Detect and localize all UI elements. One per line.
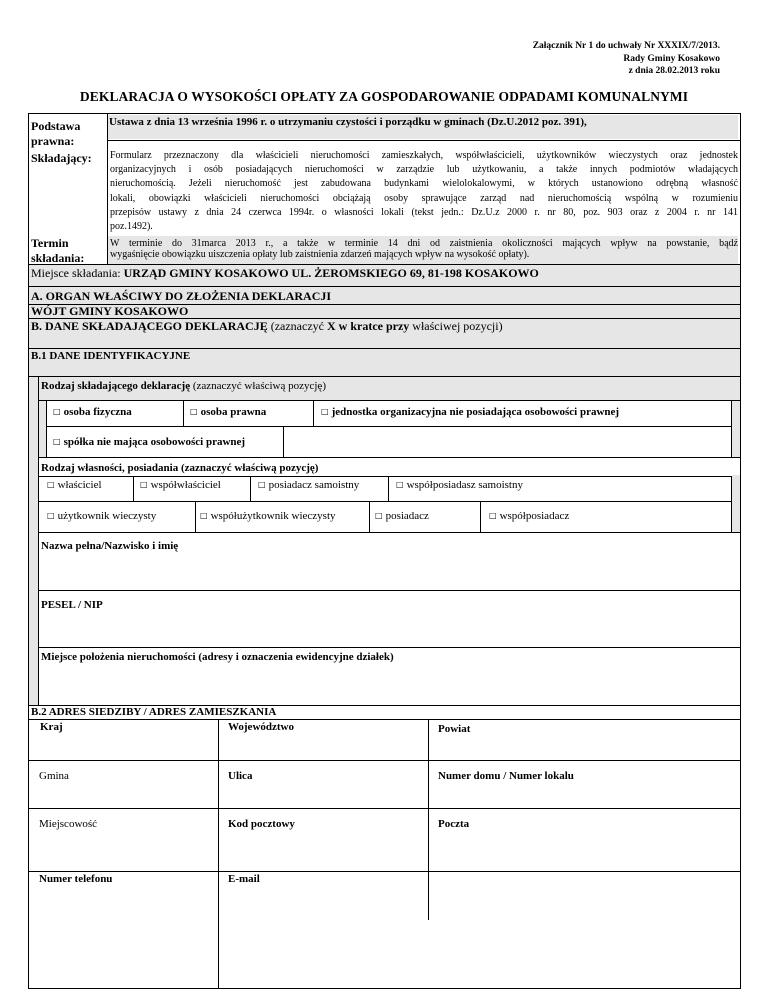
wlasnosc-div-1 xyxy=(133,476,134,501)
option-label: właściciel xyxy=(57,479,102,491)
section-a-title: A. ORGAN WŁAŚCIWY DO ZŁOŻENIA DEKLARACJI xyxy=(31,289,332,303)
section-b-note-bold: X w kratce przy xyxy=(326,319,410,333)
checkbox-icon[interactable]: □ xyxy=(47,480,55,489)
wlasnosc-div-5 xyxy=(195,501,196,532)
wlasnosc-option-uzytkownik-wieczysty[interactable] xyxy=(47,510,156,522)
wlasnosc-option-posiadacz[interactable] xyxy=(375,510,429,522)
section-a-value: WÓJT GMINY KOSAKOWO xyxy=(31,304,189,318)
b1-left-gutter xyxy=(29,377,38,705)
b2-numer-domu-label: Numer domu / Numer lokalu xyxy=(438,770,574,782)
wlasnosc-bottom xyxy=(38,532,740,533)
miejsce-value: URZĄD GMINY KOSAKOWO UL. ŻEROMSKIEGO 69, 81-198 KOSAKOWO xyxy=(123,266,539,280)
wlasnosc-option-wspolwlasciciel[interactable] xyxy=(140,479,221,491)
rodzaj-note: (zaznaczyć właściwą pozycję) xyxy=(190,380,326,392)
wlasnosc-option-posiadacz-samoistny[interactable] xyxy=(258,479,359,491)
option-label: użytkownik wieczysty xyxy=(57,510,157,522)
header-top-border xyxy=(28,113,740,114)
wlasnosc-gutter-right xyxy=(732,475,740,532)
option-label: współużytkownik wieczysty xyxy=(210,510,336,522)
b2-title: B.2 ADRES SIEDZIBY / ADRES ZAMIESZKANIA xyxy=(31,706,277,718)
b2-col-div-2 xyxy=(428,719,429,920)
nazwa-input[interactable] xyxy=(39,553,740,590)
skladajacy-label: Składający: xyxy=(31,151,92,165)
rodzaj-option-osoba-prawna[interactable] xyxy=(190,406,266,418)
pesel-input[interactable] xyxy=(39,612,740,647)
form-bottom-border xyxy=(28,988,741,989)
checkbox-icon[interactable]: □ xyxy=(200,511,208,520)
option-label: współposiadasz samoistny xyxy=(406,479,523,491)
b2-wojewodztwo-label: Województwo xyxy=(228,721,294,733)
pesel-bottom xyxy=(38,647,740,648)
annex-note xyxy=(533,40,720,78)
b2-row-3-bottom xyxy=(28,871,740,872)
checkbox-icon[interactable]: □ xyxy=(321,407,329,416)
b2-telefon-label: Numer telefonu xyxy=(39,873,113,885)
wlasnosc-option-wspoluzytkownik-wieczysty[interactable] xyxy=(200,510,336,522)
rodzaj-heading xyxy=(41,380,326,392)
checkbox-icon[interactable]: □ xyxy=(47,511,55,520)
option-label: spółka nie mająca osobowości prawnej xyxy=(63,436,246,448)
option-label: współposiadacz xyxy=(499,510,570,522)
termin-line-2: wygaśnięcie obowiązku uiszczenia opłaty lub zaistnienia zdarzeń mających wpływ na wysokość opłaty). xyxy=(110,249,530,260)
b2-kod-pocztowy-label: Kod pocztowy xyxy=(228,818,295,830)
rodzaj-cell-div-1 xyxy=(46,400,47,457)
skladajacy-line-6: poz.1492). xyxy=(110,221,153,233)
podstawa-bottom-border xyxy=(107,140,740,141)
b2-poczta-label: Poczta xyxy=(438,818,470,830)
wlasnosc-option-wspolposiadacz[interactable] xyxy=(489,510,569,522)
wlasnosc-option-wspolposiadasz-samoistny[interactable] xyxy=(396,479,523,491)
option-label: posiadacz samoistny xyxy=(268,479,360,491)
podstawa-text: Ustawa z dnia 13 września 1996 r. o utrzymaniu czystości i porządku w gminach (Dz.U.2012 poz. 391), xyxy=(109,116,587,128)
b2-row-2-bottom xyxy=(28,808,740,809)
skladajacy-line-4: lokali, obowiązki właścicieli nieruchomości obciążają osoby sprawujące zarząd nad nieruchomością wspólną w rozumieniu xyxy=(110,192,738,204)
b2-powiat-label: Powiat xyxy=(438,723,471,735)
checkbox-icon[interactable]: □ xyxy=(53,437,61,446)
termin-text xyxy=(110,238,738,260)
miejsce-nieruchomosci-input[interactable] xyxy=(39,665,740,705)
section-b-note-pre: (zaznaczyć xyxy=(267,319,327,333)
termin-label-2: składania: xyxy=(31,251,85,265)
section-b-header xyxy=(31,319,503,334)
rodzaj-title-bottom xyxy=(38,400,740,401)
rodzaj-cell-div-4 xyxy=(731,400,732,457)
checkbox-icon[interactable]: □ xyxy=(396,480,404,489)
rodzaj-option-jednostka[interactable] xyxy=(321,406,619,418)
option-label: współwłaściciel xyxy=(150,479,221,491)
wlasnosc-div-6 xyxy=(369,501,370,532)
miejsce-nieruchomosci-label: Miejsce położenia nieruchomości (adresy i oznaczenia ewidencyjne działek) xyxy=(41,651,394,663)
b2-email-label: E-mail xyxy=(228,873,260,885)
wlasnosc-option-wlasciciel[interactable] xyxy=(47,479,102,491)
rodzaj-option-osoba-fizyczna[interactable] xyxy=(53,406,132,418)
rodzaj-row-div xyxy=(46,426,731,427)
b2-header-bottom xyxy=(28,719,740,720)
pesel-label: PESEL / NIP xyxy=(41,599,103,611)
form-title: DEKLARACJA O WYSOKOŚCI OPŁATY ZA GOSPODAROWANIE ODPADAMI KOMUNALNYMI xyxy=(79,89,689,104)
header-right-border xyxy=(740,113,741,988)
wlasnosc-title: Rodzaj własności, posiadania (zaznaczyć właściwą pozycję) xyxy=(41,462,319,474)
section-b-title: B. DANE SKŁADAJĄCEGO DEKLARACJĘ xyxy=(31,319,268,333)
option-label: jednostka organizacyjna nie posiadająca osobowości prawnej xyxy=(331,406,620,418)
skladajacy-line-1: Formularz przeznaczony dla właścicieli nieruchomości zamieszkałych, współwłaścicieli, użytkowników wieczystych oraz jednostek xyxy=(110,150,738,161)
annex-line-1: Załącznik Nr 1 do uchwały Nr XXXIX/7/2013. xyxy=(532,41,720,51)
checkbox-icon[interactable]: □ xyxy=(489,511,497,520)
annex-line-3: z dnia 28.02.2013 roku xyxy=(628,66,720,76)
section-b-note-post: właściwej pozycji) xyxy=(409,319,503,333)
checkbox-icon[interactable]: □ xyxy=(258,480,266,489)
nazwa-bottom xyxy=(38,590,740,591)
wlasnosc-div-7 xyxy=(480,501,481,532)
annex-line-2: Rady Gminy Kosakowo xyxy=(623,53,720,64)
rodzaj-option-spolka[interactable] xyxy=(53,436,245,448)
rodzaj-cell-div-2 xyxy=(183,400,184,426)
wlasnosc-div-2 xyxy=(250,476,251,501)
miejsce-skladania xyxy=(31,266,539,281)
rodzaj-cell-div-3 xyxy=(313,400,314,426)
checkbox-icon[interactable]: □ xyxy=(190,407,198,416)
wlasnosc-row-top xyxy=(38,476,732,477)
b2-gmina-label: Gmina xyxy=(39,770,69,782)
rodzaj-gutter-left xyxy=(39,401,46,457)
b1-title: B.1 DANE IDENTYFIKACYJNE xyxy=(31,350,191,362)
podstawa-label-2: prawna: xyxy=(31,134,75,148)
wlasnosc-div-3 xyxy=(388,476,389,501)
option-label: posiadacz xyxy=(385,510,429,522)
skladajacy-line-3: nieruchomością. Jeżeli nieruchomość jest zabudowana budynkami wielolokalowymi, w których ustanowiono odrębną własność xyxy=(110,178,738,190)
nazwa-label: Nazwa pełna/Nazwisko i imię xyxy=(41,540,179,552)
rodzaj-title: Rodzaj składającego deklarację xyxy=(41,380,191,392)
skladajacy-line-5: przepisów ustawy z dnia 24 czerwca 1994r. o własności lokali (tekst jedn.: Dz.U.z 2000 r. nr 80, poz. 903 oraz z 2004 r. nr 141 xyxy=(110,206,738,218)
header-label-divider xyxy=(107,113,108,264)
termin-label-1: Termin xyxy=(31,236,69,250)
option-label: osoba fizyczna xyxy=(63,406,132,418)
rodzaj-gutter-right xyxy=(732,401,740,457)
b2-kraj-label: Kraj xyxy=(40,721,63,733)
checkbox-icon[interactable]: □ xyxy=(140,480,148,489)
wlasnosc-row-mid xyxy=(38,501,732,502)
option-label: osoba prawna xyxy=(200,406,267,418)
checkbox-icon[interactable]: □ xyxy=(375,511,383,520)
miejsce-label: Miejsce składania: xyxy=(31,266,124,280)
b2-miejscowosc-label: Miejscowość xyxy=(39,818,98,830)
rodzaj-bottom xyxy=(38,457,740,458)
wlasnosc-div-4 xyxy=(731,476,732,532)
checkbox-icon[interactable]: □ xyxy=(53,407,61,416)
termin-line-1: W terminie do 31marca 2013 r., a także w terminie 14 dni od zaistnienia okoliczności mających wpływ na powstanie, bądź xyxy=(110,238,738,249)
skladajacy-line-2: organizacyjnych i osób posiadających nieruchomości w zarządzie lub użytkowaniu, a także innych podmiotów władających xyxy=(110,164,738,176)
b2-ulica-label: Ulica xyxy=(228,770,253,782)
b2-row-1-bottom xyxy=(28,760,740,761)
skladajacy-text xyxy=(110,149,738,234)
rodzaj-cell-div-5 xyxy=(283,426,284,457)
podstawa-label-1: Podstawa xyxy=(31,119,81,133)
